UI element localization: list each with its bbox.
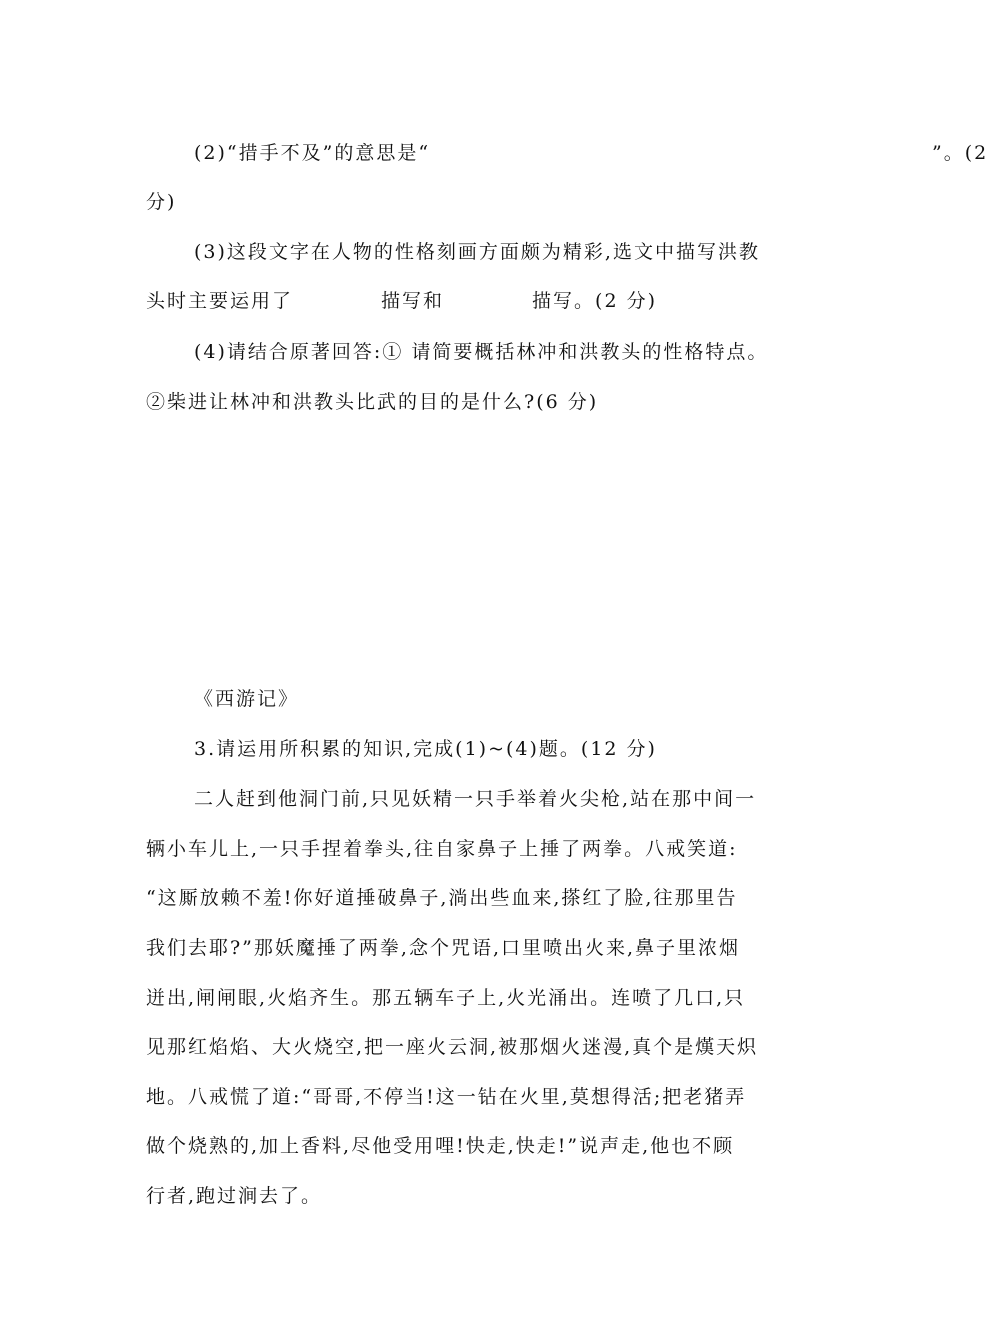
question-2-line-2: 分)	[146, 191, 177, 213]
question-2-text-end: ”。(2	[932, 142, 988, 164]
question-4-line-2: ②柴进让林冲和洪教头比武的目的是什么?(6 分)	[146, 391, 599, 413]
question-2-text: (2)“措手不及”的意思是“	[194, 142, 431, 164]
question-3-text-c: 描写。(2 分)	[532, 290, 657, 312]
question-3-line-2	[146, 289, 826, 313]
question-3-line-1: (3)这段文字在人物的性格刻画方面颇为精彩,选文中描写洪教	[194, 241, 760, 263]
question-3-header: 3.请运用所积累的知识,完成(1)~(4)题。(12 分)	[194, 738, 657, 760]
book-title: 《西游记》	[194, 688, 300, 710]
question-3-text-b: 描写和	[381, 290, 445, 312]
passage-line: 见那红焰焰、大火烧空,把一座火云洞,被那烟火迷漫,真个是熯天炽	[146, 1036, 759, 1058]
passage-line: 二人赶到他洞门前,只见妖精一只手举着火尖枪,站在那中间一	[194, 788, 757, 810]
passage-line: 做个烧熟的,加上香料,尽他受用哩!快走,快走!”说声走,他也不顾	[146, 1135, 735, 1157]
question-4-line-1: (4)请结合原著回答:① 请简要概括林冲和洪教头的性格特点。	[194, 341, 769, 363]
passage-line: 辆小车儿上,一只手捏着拳头,往自家鼻子上捶了两拳。八戒笑道:	[146, 838, 738, 860]
question-2-line-1	[194, 141, 988, 165]
passage-line: 迸出,闸闸眼,火焰齐生。那五辆车子上,火光涌出。连喷了几口,只	[146, 987, 746, 1009]
passage-line: 我们去耶?”那妖魔捶了两拳,念个咒语,口里喷出火来,鼻子里浓烟	[146, 937, 741, 959]
passage-line: 行者,跑过涧去了。	[146, 1185, 323, 1207]
passage-line: “这厮放赖不羞!你好道捶破鼻子,淌出些血来,搽红了脸,往那里告	[146, 887, 738, 909]
passage-line: 地。八戒慌了道:“哥哥,不停当!这一钻在火里,莫想得活;把老猪弄	[146, 1086, 747, 1108]
question-3-text-a: 头时主要运用了	[146, 290, 294, 312]
